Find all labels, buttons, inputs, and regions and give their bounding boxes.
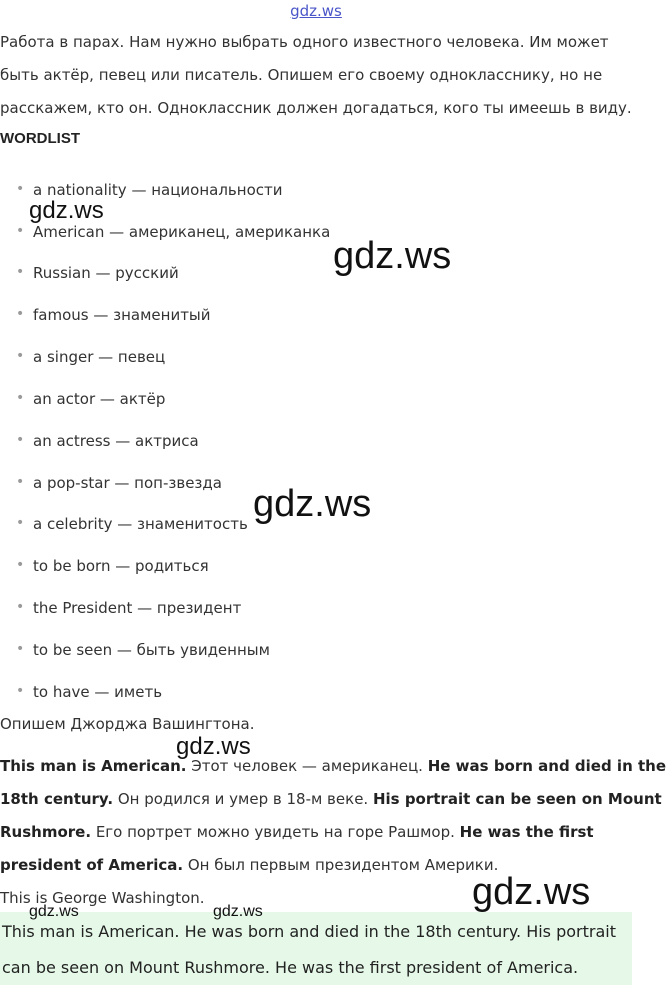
bullet-icon: • xyxy=(16,432,25,448)
bullet-icon: • xyxy=(16,390,25,406)
answer-line-2: can be seen on Mount Rushmore. He was the first president of America. xyxy=(2,958,579,977)
example-en: This man is American. xyxy=(0,757,187,775)
intro-line-1: Работа в парах. Нам нужно выбрать одного известного человека. Им может xyxy=(0,33,609,51)
conclusion-line: This is George Washington. xyxy=(0,889,205,907)
example-ru: Он родился и умер в 18-м веке. xyxy=(113,790,373,808)
list-item-text: a celebrity — знаменитость xyxy=(33,515,248,533)
list-item-text: to be born — родиться xyxy=(33,557,209,575)
wordlist-heading: WORDLIST xyxy=(0,130,80,147)
watermark: gdz.ws xyxy=(213,903,263,920)
example-en: He was born and died in the xyxy=(427,757,666,775)
example-line-1 xyxy=(0,757,666,775)
example-en: Rushmore. xyxy=(0,823,92,841)
example-en: president of America. xyxy=(0,856,184,874)
bullet-icon: • xyxy=(16,557,25,573)
watermark: gdz.ws xyxy=(29,903,79,920)
watermark: gdz.ws xyxy=(333,235,452,277)
watermark: gdz.ws xyxy=(29,197,104,224)
example-en: He was the first xyxy=(459,823,594,841)
list-item-text: to have — иметь xyxy=(33,683,163,701)
list-item-text: the President — президент xyxy=(33,599,242,617)
example-line-4 xyxy=(0,856,498,874)
example-line-3 xyxy=(0,823,594,841)
watermark: gdz.ws xyxy=(176,733,251,760)
example-line-2 xyxy=(0,790,662,808)
site-link[interactable]: gdz.ws xyxy=(290,2,342,20)
bullet-icon: • xyxy=(16,348,25,364)
watermark: gdz.ws xyxy=(472,871,591,913)
bullet-icon: • xyxy=(16,306,25,322)
list-item-text: Russian — русский xyxy=(33,264,179,282)
list-item-text: a pop-star — поп-звезда xyxy=(33,474,222,492)
bullet-icon: • xyxy=(16,683,25,699)
describe-line: Опишем Джорджа Вашингтона. xyxy=(0,715,255,733)
list-item-text: famous — знаменитый xyxy=(33,306,211,324)
example-ru: Этот человек — американец. xyxy=(186,757,428,775)
watermark: gdz.ws xyxy=(253,483,372,525)
example-en: 18th century. xyxy=(0,790,114,808)
example-ru: Его портрет можно увидеть на горе Рашмор. xyxy=(91,823,460,841)
answer-line-1: This man is American. He was born and died in the 18th century. His portrait xyxy=(2,922,616,941)
list-item-text: a singer — певец xyxy=(33,348,166,366)
bullet-icon: • xyxy=(16,181,25,197)
example-en: His portrait can be seen on Mount xyxy=(372,790,662,808)
intro-line-2: быть актёр, певец или писатель. Опишем его своему однокласснику, но не xyxy=(0,66,603,84)
bullet-icon: • xyxy=(16,641,25,657)
list-item-text: American — американец, американка xyxy=(33,223,331,241)
bullet-icon: • xyxy=(16,223,25,239)
list-item-text: an actor — актёр xyxy=(33,390,166,408)
intro-line-3: расскажем, кто он. Одноклассник должен догадаться, кого ты имеешь в виду. xyxy=(0,99,632,117)
bullet-icon: • xyxy=(16,264,25,280)
bullet-icon: • xyxy=(16,599,25,615)
example-ru: Он был первым президентом Америки. xyxy=(183,856,499,874)
bullet-icon: • xyxy=(16,474,25,490)
list-item-text: an actress — актриса xyxy=(33,432,199,450)
list-item-text: to be seen — быть увиденным xyxy=(33,641,270,659)
list-item-text: a nationality — национальности xyxy=(33,181,283,199)
bullet-icon: • xyxy=(16,515,25,531)
answer-box xyxy=(0,912,632,985)
